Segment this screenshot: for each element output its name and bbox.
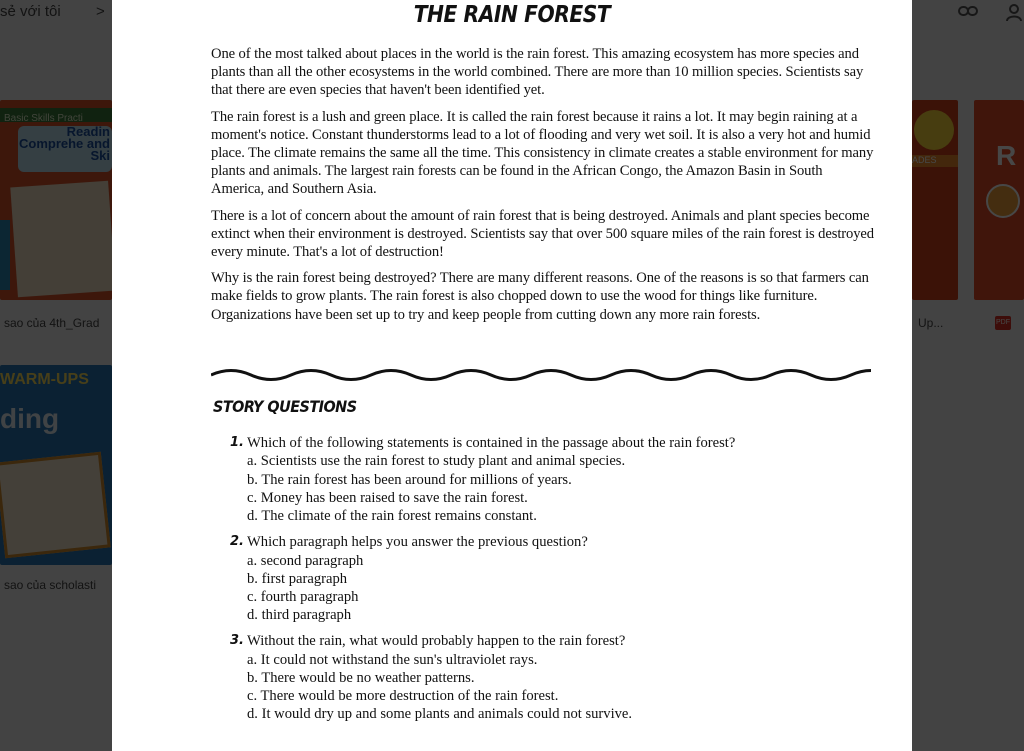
document-title: THE RAIN FOREST xyxy=(413,2,611,28)
answer-option: a. second paragraph xyxy=(247,552,364,569)
question-text: Without the rain, what would probably happen to the rain forest? xyxy=(247,633,626,650)
passage-paragraph: There is a lot of concern about the amount of rain forest that is being destroyed. Animals and plant species become extinct when their environment is destroyed. Scientists say that over 500 square miles of the rain forest is destroyed every minute. That's a lot of destruction! xyxy=(211,207,874,261)
question-item xyxy=(230,533,830,624)
question-number: 1. xyxy=(230,435,244,450)
answer-option: c. Money has been raised to save the rain forest. xyxy=(247,489,528,506)
question-text: Which paragraph helps you answer the previous question? xyxy=(247,534,588,551)
answer-option: d. third paragraph xyxy=(247,607,352,624)
answer-option: c. There would be more destruction of the rain forest. xyxy=(247,688,559,705)
question-prompt xyxy=(230,632,830,650)
answer-option: b. first paragraph xyxy=(247,570,348,587)
question-number: 3. xyxy=(230,633,244,649)
answer-option: b. There would be no weather patterns. xyxy=(247,670,475,687)
question-text: Which of the following statements is contained in the passage about the rain forest? xyxy=(247,435,736,451)
answer-option: c. fourth paragraph xyxy=(247,589,359,606)
question-item xyxy=(230,434,830,525)
wavy-divider xyxy=(211,364,871,386)
passage-paragraph: Why is the rain forest being destroyed? There are many different reasons. One of the reasons is so that farmers can make fields to grow plants. The rain forest is also chopped down to use the wood for things like furniture. Organizations have been set up to try and keep people from cutting down any more rain forests. xyxy=(211,270,869,323)
reading-passage xyxy=(211,45,876,332)
question-prompt xyxy=(230,533,830,551)
question-item xyxy=(230,632,830,723)
answer-option: d. The climate of the rain forest remains constant. xyxy=(247,508,537,525)
passage-paragraph: The rain forest is a lush and green place. It is called the rain forest because it rains a lot. It may begin raining at a moment's notice. Constant thunderstorms lead to a lot of flooding and very wet soil. It is also a very hot and humid place. The climate remains the same all the time. This consistency in climate creates a stable environment for many plants and animals. The largest rain forests can be found in the African Congo, the Amazon Basin in South America, and Southern Asia. xyxy=(211,108,874,198)
answer-option: a. Scientists use the rain forest to study plant and animal species. xyxy=(247,453,626,470)
question-number: 2. xyxy=(230,534,244,550)
questions-heading: STORY QUESTIONS xyxy=(213,397,357,416)
questions-list xyxy=(230,434,830,732)
answer-option: b. The rain forest has been around for millions of years. xyxy=(247,471,572,488)
question-prompt xyxy=(230,434,830,452)
passage-paragraph: One of the most talked about places in the world is the rain forest. This amazing ecosystem has more species and plants than all the other ecosystems in the world combined. There are more than 10 million species. Scientists say that there are even species that haven't been identified yet. xyxy=(211,46,864,99)
answer-option: d. It would dry up and some plants and animals could not survive. xyxy=(247,706,633,723)
answer-option: a. It could not withstand the sun's ultraviolet rays. xyxy=(247,651,538,668)
document-page xyxy=(112,0,912,751)
